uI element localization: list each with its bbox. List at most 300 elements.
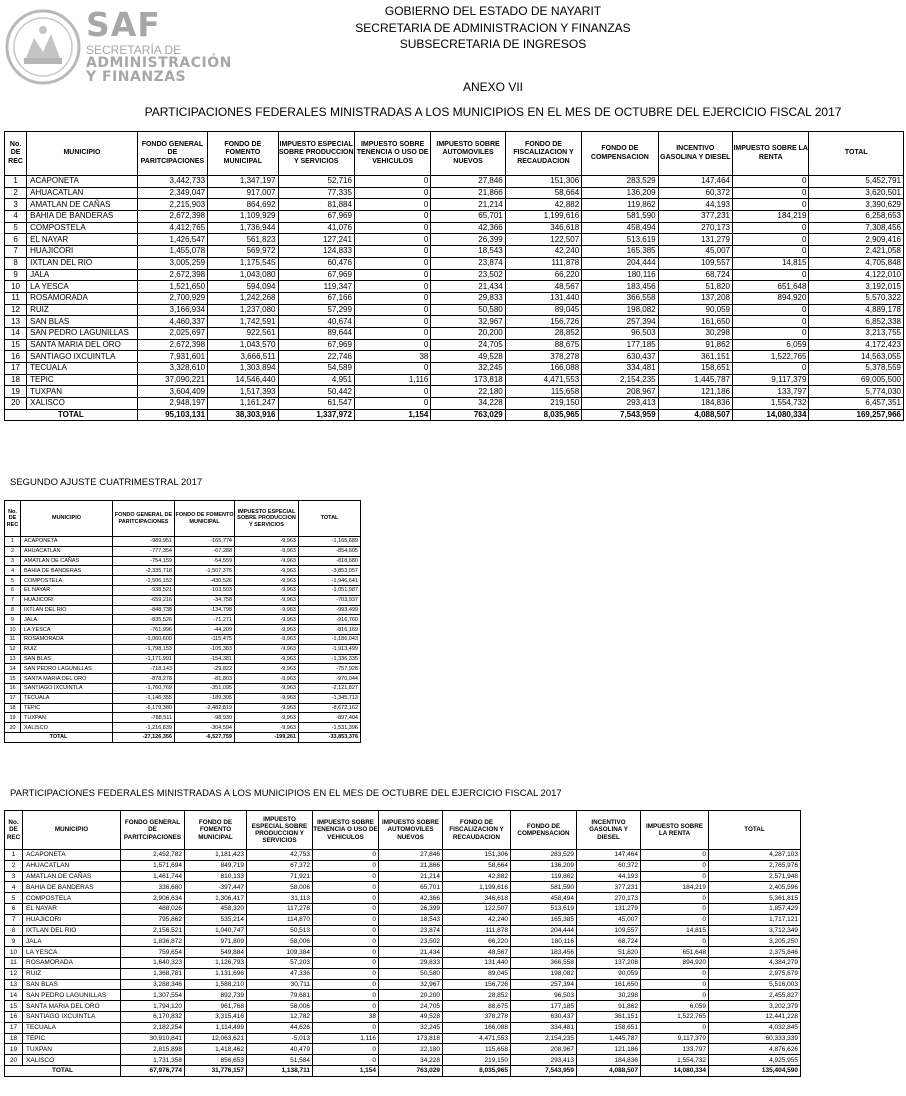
total-row bbox=[5, 409, 904, 421]
amount-cell: -1,946,641 bbox=[299, 576, 361, 586]
amount-cell: -9,963 bbox=[235, 713, 299, 723]
amount-cell: 0 bbox=[313, 1022, 379, 1033]
amount-cell: -430,526 bbox=[175, 576, 235, 586]
amount-cell: -854,605 bbox=[299, 546, 361, 556]
amount-cell: 119,862 bbox=[582, 199, 658, 211]
amount-cell: 32,245 bbox=[379, 1022, 443, 1033]
amount-cell: 1,043,570 bbox=[208, 339, 278, 351]
amount-cell: 0 bbox=[354, 398, 430, 410]
column-header: No. DE REC bbox=[5, 501, 21, 537]
row-number-cell: 18 bbox=[5, 703, 21, 713]
total-cell: -27,126,356 bbox=[113, 732, 175, 742]
amount-cell: 2,421,058 bbox=[809, 246, 904, 258]
amount-cell: 0 bbox=[641, 936, 709, 947]
amount-cell: 651,648 bbox=[733, 281, 809, 293]
municipio-cell: ROSAMORADA bbox=[27, 292, 138, 304]
amount-cell: 65,701 bbox=[431, 211, 505, 223]
amount-cell: -103,503 bbox=[175, 585, 235, 595]
amount-cell: 67,372 bbox=[247, 860, 313, 871]
row-number-cell: 6 bbox=[5, 585, 21, 595]
amount-cell: 42,366 bbox=[431, 222, 505, 234]
amount-cell: 1,043,080 bbox=[208, 269, 278, 281]
amount-cell: 131,279 bbox=[658, 234, 732, 246]
row-number-cell: 12 bbox=[5, 644, 21, 654]
amount-cell: 2,182,254 bbox=[121, 1022, 185, 1033]
amount-cell: 14,546,440 bbox=[208, 374, 278, 386]
row-number-cell: 15 bbox=[5, 674, 21, 684]
amount-cell: 1,306,417 bbox=[185, 893, 247, 904]
amount-cell: 49,528 bbox=[431, 351, 505, 363]
table-row bbox=[5, 269, 904, 281]
table-row bbox=[5, 957, 801, 968]
amount-cell: 0 bbox=[313, 1001, 379, 1012]
amount-cell: 58,006 bbox=[247, 936, 313, 947]
amount-cell: -29,822 bbox=[175, 664, 235, 674]
row-number-cell: 7 bbox=[5, 914, 23, 925]
municipio-cell: AHUACATLAN bbox=[23, 860, 121, 871]
amount-cell: 0 bbox=[733, 234, 809, 246]
table-row bbox=[5, 537, 361, 547]
amount-cell: 366,558 bbox=[511, 957, 577, 968]
amount-cell: -9,963 bbox=[235, 605, 299, 615]
municipio-cell: HUAJICORI bbox=[27, 246, 138, 258]
amount-cell: 67,969 bbox=[278, 269, 354, 281]
amount-cell: 4,705,848 bbox=[809, 257, 904, 269]
amount-cell: 67,969 bbox=[278, 339, 354, 351]
amount-cell: 4,876,626 bbox=[709, 1044, 801, 1055]
amount-cell: -1,531,396 bbox=[299, 723, 361, 733]
amount-cell: 1,116 bbox=[313, 1033, 379, 1044]
amount-cell: 151,306 bbox=[505, 176, 581, 188]
amount-cell: 2,405,596 bbox=[709, 882, 801, 893]
amount-cell: -9,963 bbox=[235, 625, 299, 635]
amount-cell: 50,513 bbox=[247, 925, 313, 936]
amount-cell: 0 bbox=[733, 327, 809, 339]
column-header: FONDO GENERAL DE PARITCIPACIONES bbox=[137, 132, 207, 176]
total-label: TOTAL bbox=[5, 732, 113, 742]
amount-cell: 173,818 bbox=[431, 374, 505, 386]
table-row bbox=[5, 1001, 801, 1012]
amount-cell: 257,394 bbox=[511, 979, 577, 990]
municipio-cell: BAHIA DE BANDERAS bbox=[21, 566, 113, 576]
amount-cell: 377,231 bbox=[658, 211, 732, 223]
amount-cell: 67,969 bbox=[278, 211, 354, 223]
amount-cell: 6,852,338 bbox=[809, 316, 904, 328]
amount-cell: 111,878 bbox=[505, 257, 581, 269]
row-number-cell: 8 bbox=[5, 257, 27, 269]
amount-cell: -1,760,769 bbox=[113, 683, 175, 693]
amount-cell: 158,651 bbox=[658, 363, 732, 375]
amount-cell: 1,161,247 bbox=[208, 398, 278, 410]
table-row bbox=[5, 1033, 801, 1044]
amount-cell: -9,963 bbox=[235, 693, 299, 703]
amount-cell: 119,347 bbox=[278, 281, 354, 293]
amount-cell: -9,963 bbox=[235, 595, 299, 605]
amount-cell: 47,336 bbox=[247, 968, 313, 979]
header-secretariat: SECRETARIA DE ADMINISTRACION Y FINANZAS bbox=[355, 21, 631, 35]
amount-cell: 26,399 bbox=[431, 234, 505, 246]
row-number-cell: 17 bbox=[5, 693, 21, 703]
row-number-cell: 13 bbox=[5, 979, 23, 990]
municipio-cell: AMATLAN DE CAÑAS bbox=[21, 556, 113, 566]
municipio-cell: HUAJICORI bbox=[21, 595, 113, 605]
amount-cell: 361,151 bbox=[658, 351, 732, 363]
amount-cell: 6,059 bbox=[641, 1001, 709, 1012]
amount-cell: -9,963 bbox=[235, 683, 299, 693]
amount-cell: -818,680 bbox=[299, 556, 361, 566]
amount-cell: 581,590 bbox=[582, 211, 658, 223]
amount-cell: -1,345,713 bbox=[299, 693, 361, 703]
amount-cell: 849,719 bbox=[185, 860, 247, 871]
row-number-cell: 11 bbox=[5, 957, 23, 968]
municipio-cell: JALA bbox=[27, 269, 138, 281]
municipio-cell: ACAPONETA bbox=[23, 850, 121, 861]
amount-cell: -1,913,499 bbox=[299, 644, 361, 654]
amount-cell: 856,653 bbox=[185, 1055, 247, 1066]
total-cell: 763,029 bbox=[379, 1065, 443, 1076]
amount-cell: 68,724 bbox=[658, 269, 732, 281]
amount-cell: 177,185 bbox=[582, 339, 658, 351]
amount-cell: -1,216,839 bbox=[113, 723, 175, 733]
logo-line3: Y FINANZAS bbox=[86, 69, 187, 85]
amount-cell: 378,278 bbox=[443, 1011, 511, 1022]
amount-cell: 0 bbox=[313, 871, 379, 882]
amount-cell: 30,910,841 bbox=[121, 1033, 185, 1044]
amount-cell: 0 bbox=[641, 903, 709, 914]
municipio-cell: TECUALA bbox=[23, 1022, 121, 1033]
amount-cell: -351,095 bbox=[175, 683, 235, 693]
amount-cell: 109,384 bbox=[247, 947, 313, 958]
amount-cell: 334,481 bbox=[582, 363, 658, 375]
table-row bbox=[5, 703, 361, 713]
municipio-cell: LA YESCA bbox=[23, 947, 121, 958]
amount-cell: 361,151 bbox=[577, 1011, 641, 1022]
amount-cell: 535,214 bbox=[185, 914, 247, 925]
amount-cell: 5,361,815 bbox=[709, 893, 801, 904]
amount-cell: 14,815 bbox=[641, 925, 709, 936]
amount-cell: 89,045 bbox=[505, 304, 581, 316]
amount-cell: -71,271 bbox=[175, 615, 235, 625]
municipio-cell: IXTLAN DEL RIO bbox=[21, 605, 113, 615]
table-row bbox=[5, 914, 801, 925]
total-cell: 169,257,966 bbox=[809, 409, 904, 421]
total-cell: 8,035,965 bbox=[505, 409, 581, 421]
amount-cell: 37,090,221 bbox=[137, 374, 207, 386]
table-row bbox=[5, 925, 801, 936]
amount-cell: 114,870 bbox=[247, 914, 313, 925]
table-row bbox=[5, 615, 361, 625]
amount-cell: 23,502 bbox=[379, 936, 443, 947]
amount-cell: 0 bbox=[641, 1022, 709, 1033]
amount-cell: -9,963 bbox=[235, 556, 299, 566]
amount-cell: -189,395 bbox=[175, 693, 235, 703]
amount-cell: 12,441,228 bbox=[709, 1011, 801, 1022]
amount-cell: -98,930 bbox=[175, 713, 235, 723]
column-header: IMPUESTO SOBRE AUTOMOVILES NUEVOS bbox=[431, 132, 505, 176]
amount-cell: 115,658 bbox=[443, 1044, 511, 1055]
amount-cell: 892,739 bbox=[185, 990, 247, 1001]
municipio-cell: TEPIC bbox=[23, 1033, 121, 1044]
amount-cell: 38 bbox=[313, 1011, 379, 1022]
amount-cell: 184,219 bbox=[733, 211, 809, 223]
amount-cell: 1,522,765 bbox=[641, 1011, 709, 1022]
amount-cell: 51,820 bbox=[577, 947, 641, 958]
column-header: IMPUESTO SOBRE LA RENTA bbox=[733, 132, 809, 176]
municipio-cell: COMPOSTELA bbox=[27, 222, 138, 234]
table-row bbox=[5, 605, 361, 615]
amount-cell: 58,006 bbox=[247, 882, 313, 893]
amount-cell: 115,658 bbox=[505, 386, 581, 398]
amount-cell: 6,170,832 bbox=[121, 1011, 185, 1022]
amount-cell: 3,005,259 bbox=[137, 257, 207, 269]
amount-cell: 2,672,398 bbox=[137, 211, 207, 223]
amount-cell: 208,967 bbox=[582, 386, 658, 398]
column-header: IMPUESTO ESPECIAL SOBRE PRODUCCION Y SERVICIOS bbox=[247, 811, 313, 850]
municipio-cell: TUXPAN bbox=[23, 1044, 121, 1055]
amount-cell: 1,445,787 bbox=[577, 1033, 641, 1044]
amount-cell: 0 bbox=[733, 246, 809, 258]
total-cell: 31,776,157 bbox=[185, 1065, 247, 1076]
amount-cell: 0 bbox=[354, 211, 430, 223]
amount-cell: 24,705 bbox=[379, 1001, 443, 1012]
amount-cell: 184,836 bbox=[658, 398, 732, 410]
row-number-cell: 5 bbox=[5, 576, 21, 586]
amount-cell: 961,768 bbox=[185, 1001, 247, 1012]
amount-cell: 20,200 bbox=[379, 990, 443, 1001]
row-number-cell: 10 bbox=[5, 281, 27, 293]
row-number-cell: 7 bbox=[5, 246, 27, 258]
municipio-cell: SAN PEDRO LAGUNILLAS bbox=[23, 990, 121, 1001]
amount-cell: 122,507 bbox=[505, 234, 581, 246]
amount-cell: 894,920 bbox=[641, 957, 709, 968]
amount-cell: 30,711 bbox=[247, 979, 313, 990]
table-row bbox=[5, 386, 904, 398]
amount-cell: 161,650 bbox=[658, 316, 732, 328]
row-number-cell: 12 bbox=[5, 968, 23, 979]
amount-cell: -165,774 bbox=[175, 537, 235, 547]
column-header: INCENTIVO GASOLINA Y DIESEL bbox=[658, 132, 732, 176]
adjustment-title: SEGUNDO AJUSTE CUATRIMESTRAL 2017 bbox=[10, 477, 203, 488]
amount-cell: -34,758 bbox=[175, 595, 235, 605]
amount-cell: 29,833 bbox=[431, 292, 505, 304]
amount-cell: 1,418,462 bbox=[185, 1044, 247, 1055]
amount-cell: 2,571,948 bbox=[709, 871, 801, 882]
amount-cell: 3,192,015 bbox=[809, 281, 904, 293]
amount-cell: 88,675 bbox=[505, 339, 581, 351]
table-row bbox=[5, 556, 361, 566]
amount-cell: 0 bbox=[641, 893, 709, 904]
amount-cell: 51,584 bbox=[247, 1055, 313, 1066]
amount-cell: 1,455,078 bbox=[137, 246, 207, 258]
amount-cell: 40,674 bbox=[278, 316, 354, 328]
amount-cell: 2,700,929 bbox=[137, 292, 207, 304]
amount-cell: 0 bbox=[641, 990, 709, 1001]
amount-cell: -9,963 bbox=[235, 634, 299, 644]
municipio-cell: SANTIAGO IXCUINTLA bbox=[23, 1011, 121, 1022]
municipio-cell: EL NAYAR bbox=[27, 234, 138, 246]
amount-cell: 60,333,339 bbox=[709, 1033, 801, 1044]
amount-cell: 2,154,235 bbox=[511, 1033, 577, 1044]
amount-cell: -878,278 bbox=[113, 674, 175, 684]
amount-cell: 293,413 bbox=[582, 398, 658, 410]
row-number-cell: 19 bbox=[5, 386, 27, 398]
table-row bbox=[5, 585, 361, 595]
row-number-cell: 10 bbox=[5, 625, 21, 635]
amount-cell: 44,626 bbox=[247, 1022, 313, 1033]
municipio-cell: HUAJICORI bbox=[23, 914, 121, 925]
amount-cell: 0 bbox=[354, 281, 430, 293]
amount-cell: -9,963 bbox=[235, 644, 299, 654]
column-header: FONDO DE FOMENTO MUNICIPAL bbox=[208, 132, 278, 176]
amount-cell: -938,521 bbox=[113, 585, 175, 595]
amount-cell: 4,925,955 bbox=[709, 1055, 801, 1066]
amount-cell: 0 bbox=[354, 257, 430, 269]
column-header: FONDO DE FOMENTO MUNICIPAL bbox=[185, 811, 247, 850]
amount-cell: 119,862 bbox=[511, 871, 577, 882]
total-cell: 1,138,711 bbox=[247, 1065, 313, 1076]
table-row bbox=[5, 176, 904, 188]
amount-cell: 96,503 bbox=[582, 327, 658, 339]
amount-cell: 4,287,103 bbox=[709, 850, 801, 861]
amount-cell: 89,045 bbox=[443, 968, 511, 979]
municipio-cell: RUIZ bbox=[21, 644, 113, 654]
column-header: FONDO DE COMPENSACION bbox=[582, 132, 658, 176]
amount-cell: 0 bbox=[354, 246, 430, 258]
total-cell: 14,080,334 bbox=[733, 409, 809, 421]
table-row bbox=[5, 625, 361, 635]
amount-cell: 971,809 bbox=[185, 936, 247, 947]
amount-cell: 630,437 bbox=[582, 351, 658, 363]
column-header: IMPUESTO SOBRE LA RENTA bbox=[641, 811, 709, 850]
row-number-cell: 20 bbox=[5, 1055, 23, 1066]
municipio-cell: TEPIC bbox=[27, 374, 138, 386]
amount-cell: 29,833 bbox=[379, 957, 443, 968]
amount-cell: 922,561 bbox=[208, 327, 278, 339]
amount-cell: 173,818 bbox=[379, 1033, 443, 1044]
amount-cell: 0 bbox=[354, 304, 430, 316]
amount-cell: 50,442 bbox=[278, 386, 354, 398]
amount-cell: 60,372 bbox=[577, 860, 641, 871]
amount-cell: 1,131,696 bbox=[185, 968, 247, 979]
column-header: TOTAL bbox=[299, 501, 361, 537]
municipio-cell: JALA bbox=[23, 936, 121, 947]
table-row bbox=[5, 566, 361, 576]
amount-cell: 270,173 bbox=[577, 893, 641, 904]
table-row bbox=[5, 211, 904, 223]
total-cell: -6,527,759 bbox=[175, 732, 235, 742]
amount-cell: 21,866 bbox=[379, 860, 443, 871]
amount-cell: 0 bbox=[354, 222, 430, 234]
municipio-cell: SANTIAGO IXCUINTLA bbox=[21, 683, 113, 693]
amount-cell: 18,543 bbox=[379, 914, 443, 925]
amount-cell: 3,213,755 bbox=[809, 327, 904, 339]
amount-cell: 131,440 bbox=[505, 292, 581, 304]
row-number-cell: 20 bbox=[5, 398, 27, 410]
document-title: PARTICIPACIONES FEDERALES MINISTRADAS A LOS MUNICIPIOS EN EL MES DE OCTUBRE DEL EJERCICIO FISCAL 2017 bbox=[144, 105, 842, 119]
amount-cell: 1,445,787 bbox=[658, 374, 732, 386]
amount-cell: 810,133 bbox=[185, 871, 247, 882]
row-number-cell: 2 bbox=[5, 187, 27, 199]
amount-cell: 0 bbox=[313, 925, 379, 936]
amount-cell: 48,567 bbox=[443, 947, 511, 958]
amount-cell: -81,803 bbox=[175, 674, 235, 684]
amount-cell: 0 bbox=[313, 882, 379, 893]
amount-cell: 51,820 bbox=[658, 281, 732, 293]
amount-cell: 21,434 bbox=[379, 947, 443, 958]
row-number-cell: 4 bbox=[5, 566, 21, 576]
amount-cell: 569,972 bbox=[208, 246, 278, 258]
amount-cell: -8,672,162 bbox=[299, 703, 361, 713]
amount-cell: 22,180 bbox=[379, 1044, 443, 1055]
amount-cell: 2,975,679 bbox=[709, 968, 801, 979]
column-header: IMPUESTO SOBRE TENENCIA O USO DE VEHICULOS bbox=[354, 132, 430, 176]
annex-label: ANEXO VII bbox=[462, 80, 524, 94]
amount-cell: 91,862 bbox=[658, 339, 732, 351]
total-row bbox=[5, 732, 361, 742]
row-number-cell: 9 bbox=[5, 936, 23, 947]
amount-cell: 219,150 bbox=[443, 1055, 511, 1066]
amount-cell: -703,937 bbox=[299, 595, 361, 605]
municipio-cell: EL NAYAR bbox=[21, 585, 113, 595]
amount-cell: 183,456 bbox=[582, 281, 658, 293]
amount-cell: 32,245 bbox=[431, 363, 505, 375]
total-cell: 4,088,507 bbox=[658, 409, 732, 421]
amount-cell: -44,209 bbox=[175, 625, 235, 635]
amount-cell: 6,258,653 bbox=[809, 211, 904, 223]
amount-cell: 111,878 bbox=[443, 925, 511, 936]
amount-cell: 458,320 bbox=[185, 903, 247, 914]
amount-cell: 219,150 bbox=[505, 398, 581, 410]
amount-cell: -659,216 bbox=[113, 595, 175, 605]
amount-cell: 0 bbox=[313, 850, 379, 861]
amount-cell: -993,499 bbox=[299, 605, 361, 615]
amount-cell: 759,654 bbox=[121, 947, 185, 958]
amount-cell: 0 bbox=[313, 893, 379, 904]
row-number-cell: 14 bbox=[5, 327, 27, 339]
municipio-cell: COMPOSTELA bbox=[23, 893, 121, 904]
amount-cell: 2,906,634 bbox=[121, 893, 185, 904]
amount-cell: 0 bbox=[733, 187, 809, 199]
amount-cell: 65,701 bbox=[379, 882, 443, 893]
amount-cell: 0 bbox=[313, 947, 379, 958]
municipio-cell: SAN PEDRO LAGUNILLAS bbox=[27, 327, 138, 339]
amount-cell: 136,209 bbox=[511, 860, 577, 871]
municipio-cell: SANTIAGO IXCUINTLA bbox=[27, 351, 138, 363]
amount-cell: -9,963 bbox=[235, 546, 299, 556]
header-government: GOBIERNO DEL ESTADO DE NAYARIT bbox=[384, 4, 602, 18]
amount-cell: 48,567 bbox=[505, 281, 581, 293]
amount-cell: -67,288 bbox=[175, 546, 235, 556]
municipio-cell: TECUALA bbox=[27, 363, 138, 375]
amount-cell: 0 bbox=[733, 199, 809, 211]
amount-cell: 1,731,358 bbox=[121, 1055, 185, 1066]
row-number-cell: 19 bbox=[5, 1044, 23, 1055]
amount-cell: -154,381 bbox=[175, 654, 235, 664]
row-number-cell: 3 bbox=[5, 199, 27, 211]
amount-cell: 165,385 bbox=[511, 914, 577, 925]
amount-cell: 3,390,629 bbox=[809, 199, 904, 211]
amount-cell: 4,412,765 bbox=[137, 222, 207, 234]
amount-cell: 42,240 bbox=[443, 914, 511, 925]
amount-cell: 0 bbox=[733, 304, 809, 316]
table-participaciones bbox=[4, 131, 904, 421]
amount-cell: -105,383 bbox=[175, 644, 235, 654]
municipio-cell: EL NAYAR bbox=[23, 903, 121, 914]
amount-cell: 69,005,500 bbox=[809, 374, 904, 386]
amount-cell: 71,921 bbox=[247, 871, 313, 882]
table-row bbox=[5, 882, 801, 893]
amount-cell: 184,219 bbox=[641, 882, 709, 893]
